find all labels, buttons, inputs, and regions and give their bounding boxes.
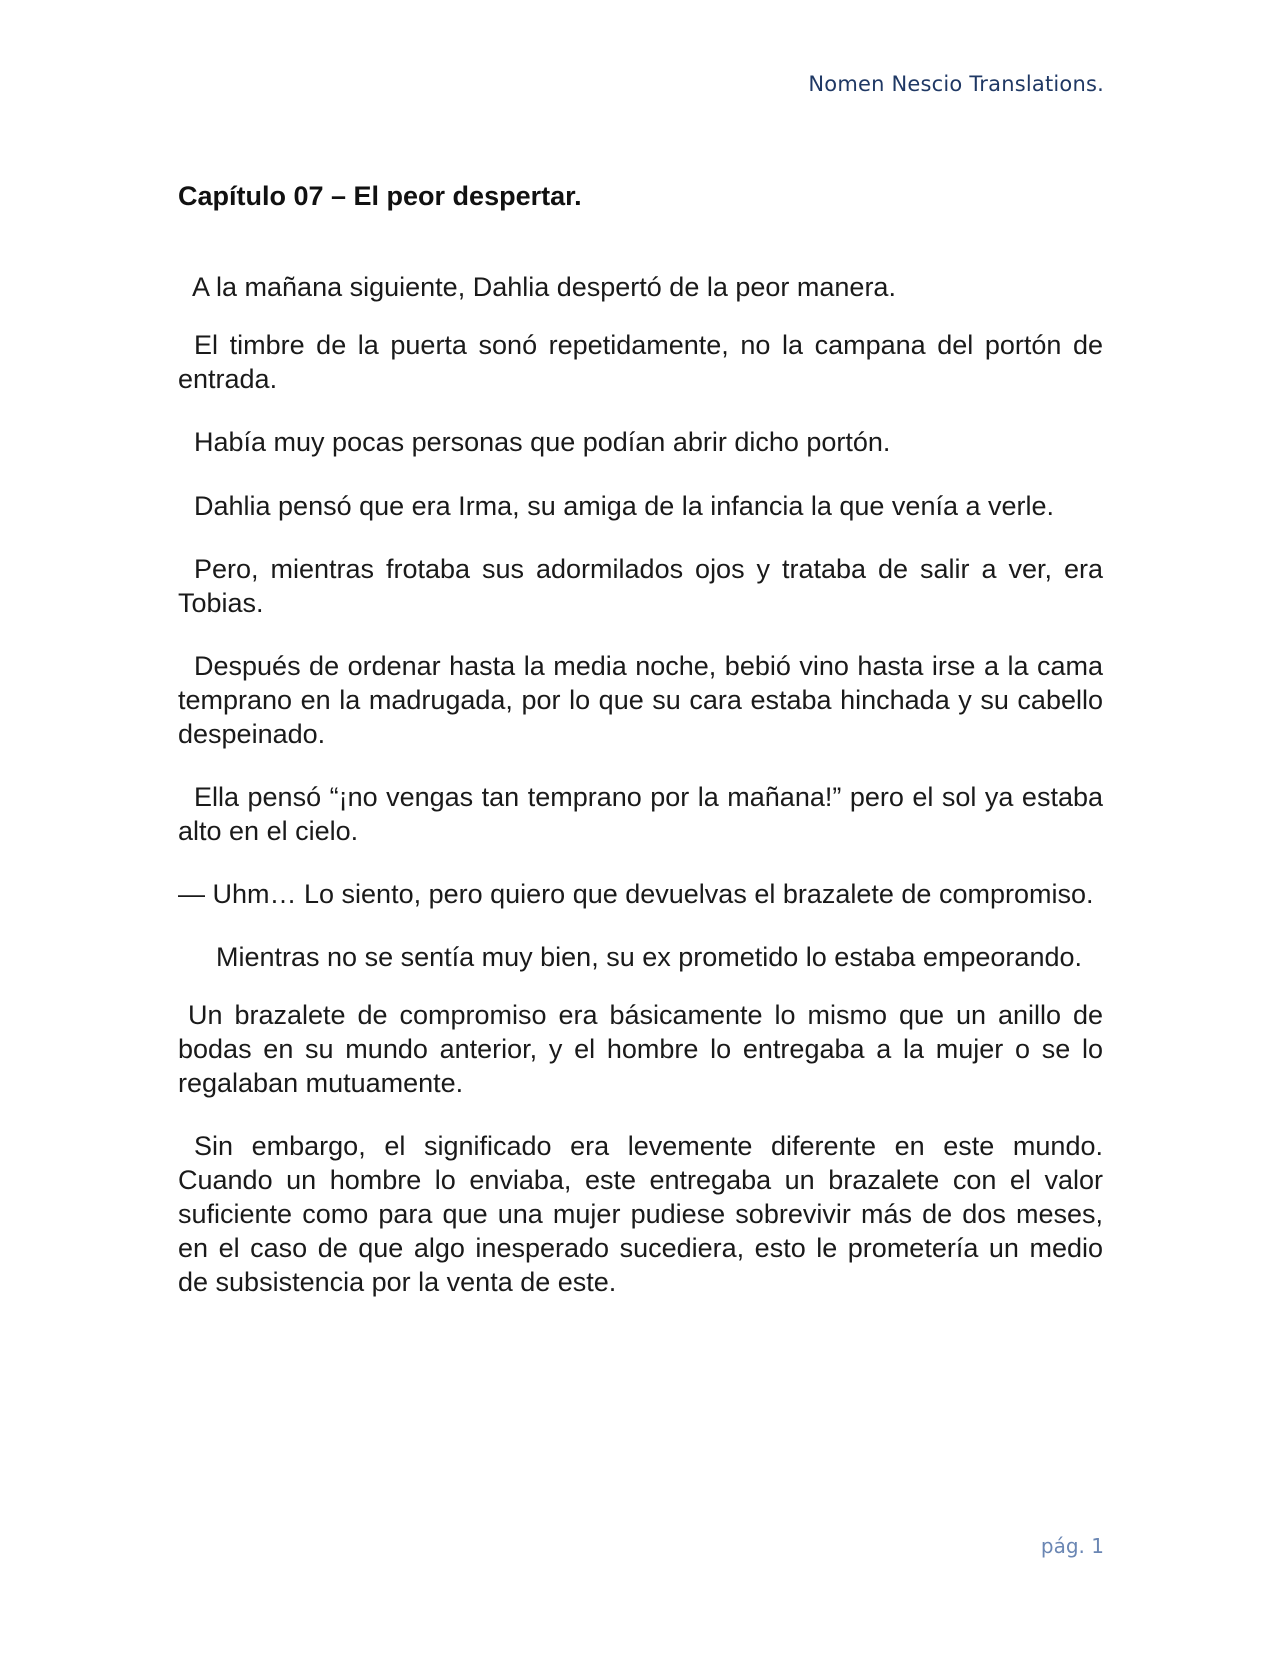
paragraph: El timbre de la puerta sonó repetidamente, no la campana del portón de entrada. [178, 330, 1103, 394]
page-number: pág. 1 [1040, 1534, 1104, 1558]
chapter-title: Capítulo 07 – El peor despertar. [178, 181, 582, 211]
paragraph: Ella pensó “¡no vengas tan temprano por la mañana!” pero el sol ya estaba alto en el cielo. [178, 782, 1103, 846]
paragraph: Un brazalete de compromiso era básicamente lo mismo que un anillo de bodas en su mundo anterior, y el hombre lo entregaba a la mujer o se lo regalaban mutuamente. [178, 1000, 1103, 1098]
paragraph: Después de ordenar hasta la media noche, bebió vino hasta irse a la cama temprano en la madrugada, por lo que su cara estaba hinchada y su cabello despeinado. [178, 651, 1103, 749]
paragraph: Pero, mientras frotaba sus adormilados ojos y trataba de salir a ver, era Tobias. [178, 554, 1103, 618]
page-header: Nomen Nescio Translations. [808, 72, 1104, 96]
paragraph: Dahlia pensó que era Irma, su amiga de la infancia la que venía a verle. [194, 491, 1055, 521]
paragraph: Mientras no se sentía muy bien, su ex prometido lo estaba empeorando. [216, 942, 1082, 972]
paragraph: — Uhm… Lo siento, pero quiero que devuelvas el brazalete de compromiso. [178, 879, 1094, 909]
chapter-body [178, 270, 1103, 1299]
paragraph: Sin embargo, el significado era levemente diferente en este mundo. Cuando un hombre lo enviaba, este entregaba un brazalete con el valor suficiente como para que una mujer pudiese sobrevivir más de dos meses, en el caso de que algo inesperado sucediera, esto le prometería un medio de subsistencia por la venta de este. [178, 1131, 1103, 1297]
paragraph: A la mañana siguiente, Dahlia despertó de la peor manera. [192, 272, 896, 302]
paragraph: Había muy pocas personas que podían abrir dicho portón. [194, 427, 891, 457]
